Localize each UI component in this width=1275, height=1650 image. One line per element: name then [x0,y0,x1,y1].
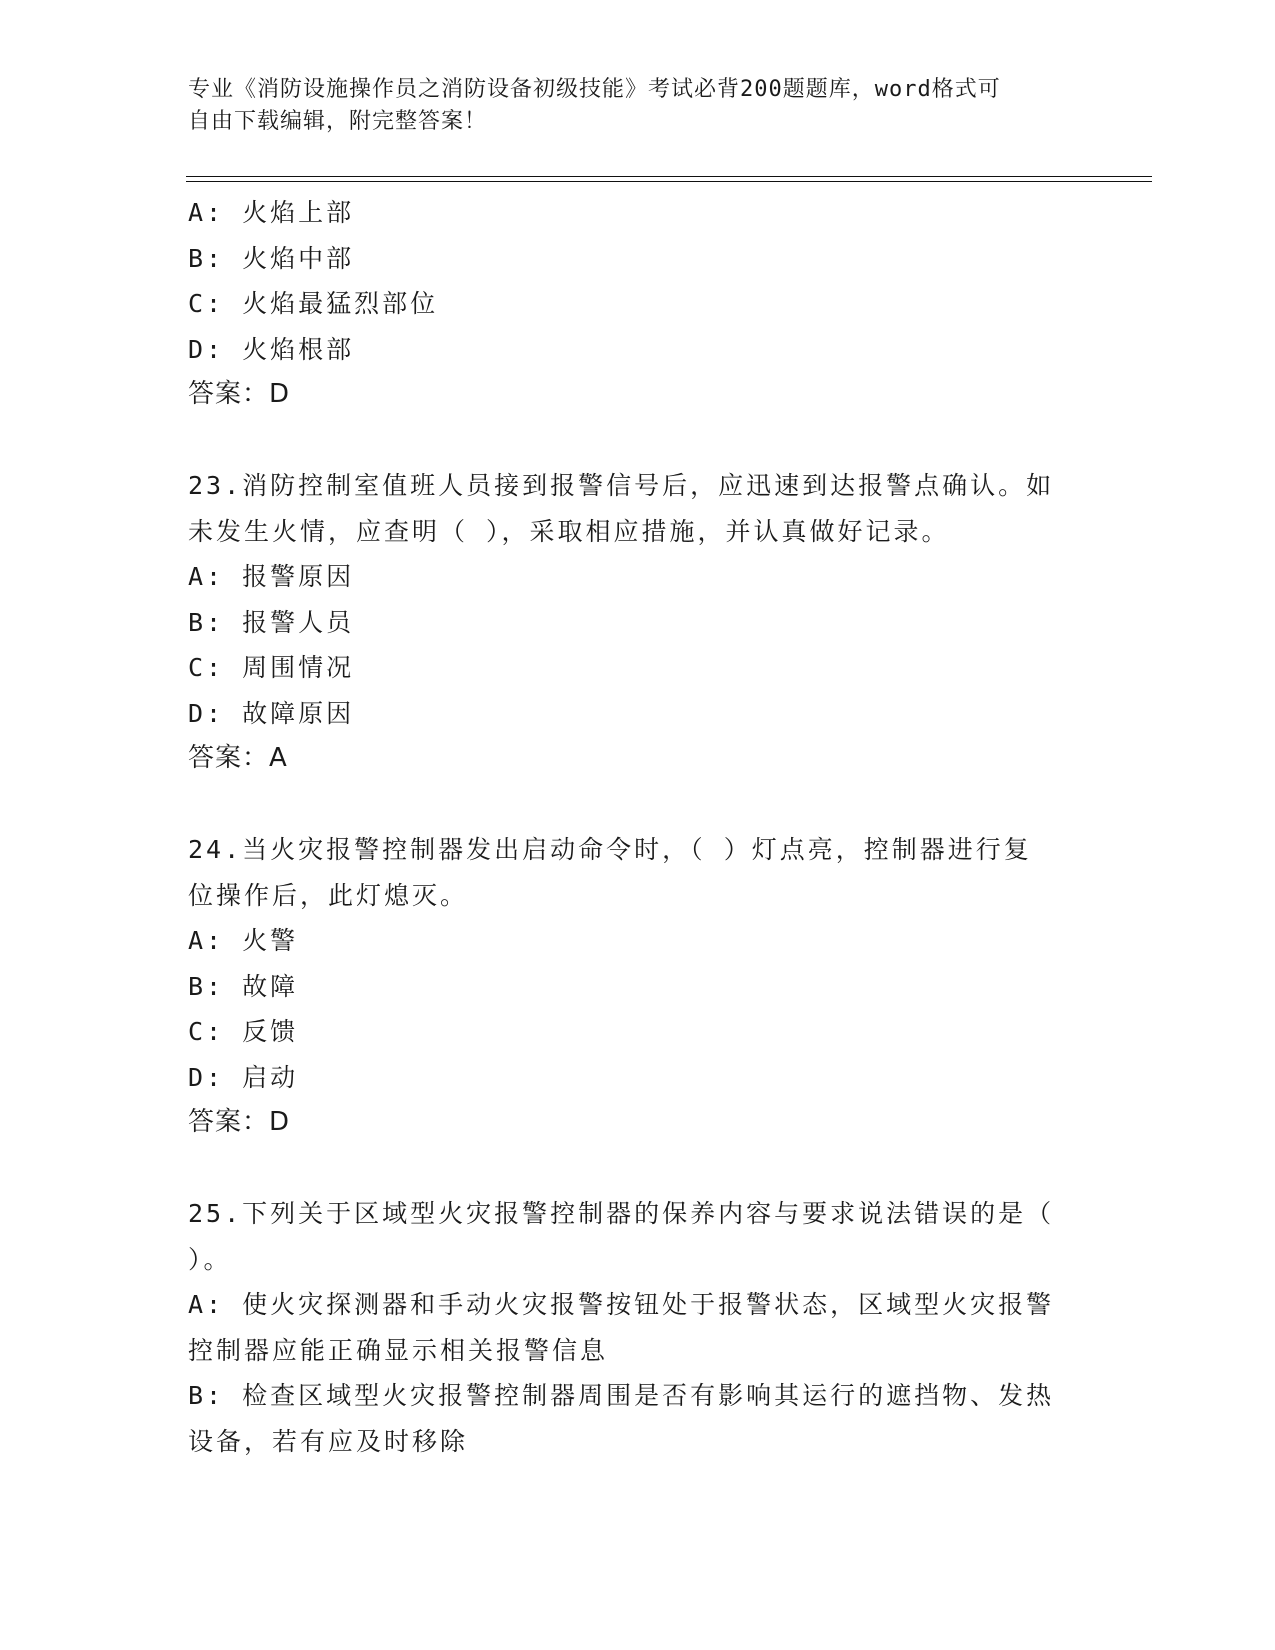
header-divider-bottom [186,181,1152,182]
option-a: A: 火焰上部 [188,198,355,227]
answer-label: 答案：D [188,1107,291,1137]
spacer [188,782,1068,828]
answer-label: 答案：D [188,379,291,409]
question-text-line-1: 25.下列关于区域型火灾报警控制器的保养内容与要求说法错误的是（ [188,1199,1055,1228]
question-25-block [188,1191,1068,1464]
question-text-line-2: ）。 [188,1244,232,1274]
header-line-2: 自由下载编辑，附完整答案！ [188,109,488,134]
header-divider-top [186,176,1152,177]
document-header [188,74,1068,138]
spacer [188,418,1068,464]
option-b: B: 火焰中部 [188,243,355,273]
option-c: C: 周围情况 [188,653,355,682]
question-list [188,190,1068,1464]
option-b-line-2: 设备，若有应及时移除 [188,1426,469,1456]
option-d: D: 火焰根部 [188,334,355,364]
option-a-line-2: 控制器应能正确显示相关报警信息 [188,1335,609,1365]
option-a: A: 火警 [188,926,299,955]
answer-label: 答案：A [188,743,288,773]
option-b-line-1: B: 检查区域型火灾报警控制器周围是否有影响其运行的遮挡物、发热 [188,1381,1055,1410]
question-text-line-2: 未发生火情，应查明（ ），采取相应措施，并认真做好记录。 [188,516,950,546]
option-d: D: 故障原因 [188,698,355,728]
spacer [188,1146,1068,1192]
question-22-block [188,190,1068,418]
question-text-line-1: 23.消防控制室值班人员接到报警信号后，应迅速到达报警点确认。如 [188,471,1055,500]
header-line-1: 专业《消防设施操作员之消防设备初级技能》考试必背200题题库，word格式可 [188,77,1001,102]
question-23-block [188,463,1068,782]
option-c: C: 火焰最猛烈部位 [188,289,439,318]
question-24-block [188,827,1068,1146]
option-a-line-1: A: 使火灾探测器和手动火灾报警按钮处于报警状态，区域型火灾报警 [188,1290,1055,1319]
question-text-line-1: 24.当火灾报警控制器发出启动命令时，（ ）灯点亮，控制器进行复 [188,835,1032,864]
option-b: B: 故障 [188,971,299,1001]
option-b: B: 报警人员 [188,607,355,637]
option-a: A: 报警原因 [188,562,355,591]
option-d: D: 启动 [188,1062,299,1092]
option-c: C: 反馈 [188,1017,299,1046]
question-text-line-2: 位操作后，此灯熄灭。 [188,880,469,910]
